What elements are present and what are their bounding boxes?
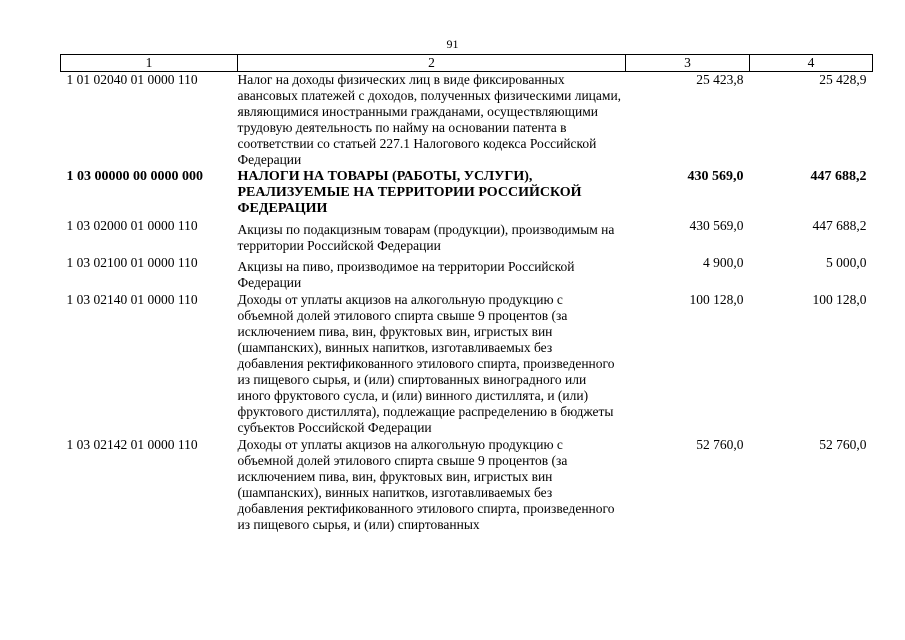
row-value-1: 25 423,8 bbox=[696, 72, 744, 87]
column-header-code: 1 bbox=[61, 55, 238, 72]
row-value-2: 100 128,0 bbox=[812, 292, 867, 307]
table-row bbox=[61, 437, 873, 534]
row-code: 1 03 00000 00 0000 000 bbox=[66, 169, 203, 184]
row-value-1: 430 569,0 bbox=[689, 218, 744, 233]
table-header-row bbox=[61, 55, 873, 72]
row-value-1: 4 900,0 bbox=[703, 255, 744, 270]
row-value-1: 430 569,0 bbox=[687, 169, 744, 184]
row-name: Налог на доходы физических лиц в виде фиксированных авансовых платежей с доходов, полученных физическими лицами, являющимися иностранными гражданами, осуществляющими трудовую деятельность по найму на основании патента в соответствии со статьей 227.1 Налогового кодекса Российской Федерации bbox=[237, 72, 622, 167]
table-row bbox=[61, 255, 873, 292]
row-value-2: 447 688,2 bbox=[812, 218, 867, 233]
row-value-1: 52 760,0 bbox=[696, 437, 744, 452]
row-name: НАЛОГИ НА ТОВАРЫ (РАБОТЫ, УСЛУГИ), РЕАЛИЗУЕМЫЕ НА ТЕРРИТОРИИ РОССИЙСКОЙ ФЕДЕРАЦИИ bbox=[237, 169, 582, 216]
row-code: 1 03 02140 01 0000 110 bbox=[66, 292, 198, 307]
column-header-value-2: 4 bbox=[750, 55, 873, 72]
row-name: Доходы от уплаты акцизов на алкогольную продукцию с объемной долей этилового спирта свыше 9 процентов (за исключением пива, вин, фруктовых вин, игристых вин (шампанских), винных напитков, изготавливаемых без добавления ректификованного этилового спирта, произведенного из пищевого сырья, и (или) спиртованных bbox=[237, 437, 615, 532]
column-header-name: 2 bbox=[238, 55, 626, 72]
row-value-2: 52 760,0 bbox=[819, 437, 867, 452]
row-value-1: 100 128,0 bbox=[689, 292, 744, 307]
page-number: 91 bbox=[446, 37, 459, 51]
revenue-table bbox=[60, 54, 873, 534]
row-code: 1 03 02100 01 0000 110 bbox=[66, 255, 198, 270]
row-code: 1 01 02040 01 0000 110 bbox=[66, 72, 198, 87]
row-name: Доходы от уплаты акцизов на алкогольную продукцию с объемной долей этилового спирта свыше 9 процентов (за исключением пива, вин, фруктовых вин, игристых вин (шампанских), винных напитков, изготавливаемых без добавления ректификованного этилового спирта, произведенного из пищевого сырья, и (или) спиртованных виноградного или иного фруктового сусла, и (или) винного дистиллята, и (или) фруктового дистиллята), подлежащие распределению в бюджеты субъектов Российской Федерации bbox=[237, 292, 615, 435]
table-row bbox=[61, 218, 873, 255]
table-row bbox=[61, 292, 873, 437]
column-header-value-1: 3 bbox=[626, 55, 750, 72]
row-code: 1 03 02142 01 0000 110 bbox=[66, 437, 198, 452]
table-row bbox=[61, 169, 873, 218]
row-name: Акцизы по подакцизным товарам (продукции), производимым на территории Российской Федерации bbox=[237, 222, 615, 253]
table-row bbox=[61, 72, 873, 170]
row-value-2: 25 428,9 bbox=[819, 72, 867, 87]
row-value-2: 447 688,2 bbox=[810, 169, 867, 184]
row-name: Акцизы на пиво, производимое на территории Российской Федерации bbox=[237, 259, 575, 290]
row-value-2: 5 000,0 bbox=[826, 255, 867, 270]
row-code: 1 03 02000 01 0000 110 bbox=[66, 218, 198, 233]
